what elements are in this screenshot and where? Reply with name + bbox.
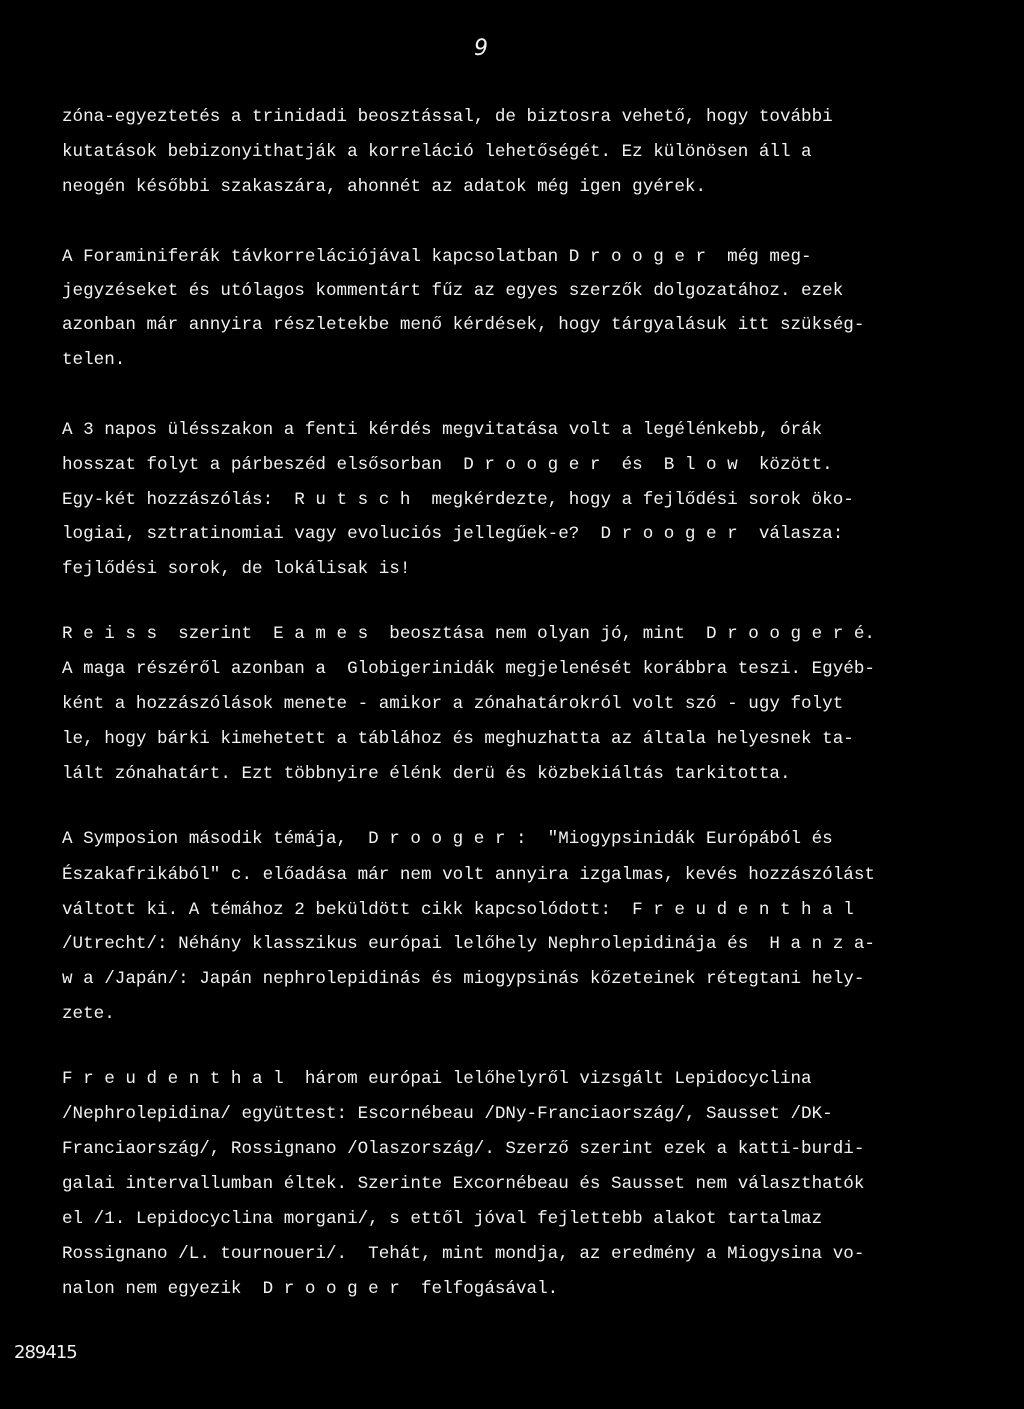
text-line: F r e u d e n t h a l három európai lelőhelyről vizsgált Lepidocyclina — [62, 1069, 812, 1089]
text-line: hosszat folyt a párbeszéd elsősorban D r o o g e r és B l o w között. — [62, 455, 833, 475]
text-line: el /1. Lepidocyclina morgani/, s ettől jóval fejlettebb alakot tartalmaz — [62, 1209, 823, 1229]
text-line: fejlődési sorok, de lokálisak is! — [62, 559, 411, 579]
text-line: Rossignano /L. tournoueri/. Tehát, mint mondja, az eredmény a Miogysina vo- — [62, 1244, 865, 1264]
text-line: Franciaország/, Rossignano /Olaszország/. Szerző szerint ezek a katti-burdi- — [62, 1139, 865, 1159]
text-line: A Symposion második témája, D r o o g e r : "Miogypsinidák Európából és — [62, 829, 833, 849]
archive-number: 289415 — [14, 1342, 77, 1363]
text-line: zete. — [62, 1004, 115, 1024]
text-line: váltott ki. A témához 2 beküldött cikk kapcsolódott: F r e u d e n t h a l — [62, 900, 854, 920]
text-line: kutatások bebizonyithatják a korreláció lehetőségét. Ez különösen áll a — [62, 142, 812, 162]
text-line: A maga részéről azonban a Globigerinidák megjelenését korábbra teszi. Egyéb- — [62, 659, 875, 679]
text-line: lált zónahatárt. Ezt többnyire élénk derü és közbekiáltás tarkitotta. — [62, 764, 791, 784]
text-line: A 3 napos ülésszakon a fenti kérdés megvitatása volt a legélénkebb, órák — [62, 420, 823, 440]
text-line: galai intervallumban éltek. Szerinte Excornébeau és Sausset nem választhatók — [62, 1174, 865, 1194]
text-line: /Nephrolepidina/ együttest: Escornébeau /DNy-Franciaország/, Sausset /DK- — [62, 1104, 833, 1124]
text-line: ként a hozzászólások menete - amikor a zónahatárokról volt szó - ugy folyt — [62, 694, 844, 714]
text-line: neogén későbbi szakaszára, ahonnét az adatok még igen gyérek. — [62, 177, 707, 197]
text-line: Egy-két hozzászólás: R u t s c h megkérdezte, hogy a fejlődési sorok öko- — [62, 490, 854, 510]
text-line: /Utrecht/: Néhány klasszikus európai lelőhely Nephrolepidinája és H a n z a- — [62, 934, 875, 954]
text-line: telen. — [62, 350, 126, 370]
text-line: zóna-egyeztetés a trinidadi beosztással, de biztosra vehető, hogy további — [62, 107, 833, 127]
text-line: le, hogy bárki kimehetett a táblához és meghuzhatta az általa helyesnek ta- — [62, 729, 854, 749]
text-line: R e i s s szerint E a m e s beosztása nem olyan jó, mint D r o o g e r é. — [62, 624, 875, 644]
text-line: nalon nem egyezik D r o o g e r felfogásával. — [62, 1279, 559, 1299]
text-line: azonban már annyira részletekbe menő kérdések, hogy tárgyalásuk itt szükség- — [62, 315, 865, 335]
text-line: w a /Japán/: Japán nephrolepidinás és miogypsinás kőzeteinek rétegtani hely- — [62, 969, 865, 989]
text-line: logiai, sztratinomiai vagy evoluciós jellegűek-e? D r o o g e r válasza: — [62, 524, 844, 544]
text-line: Északafrikából" c. előadása már nem volt annyira izgalmas, kevés hozzászólást — [62, 865, 875, 885]
text-line: A Foraminiferák távkorrelációjával kapcsolatban D r o o g e r még meg- — [62, 247, 812, 267]
page-number: 9 — [474, 36, 488, 61]
text-line: jegyzéseket és utólagos kommentárt fűz az egyes szerzők dolgozatához. ezek — [62, 281, 844, 301]
